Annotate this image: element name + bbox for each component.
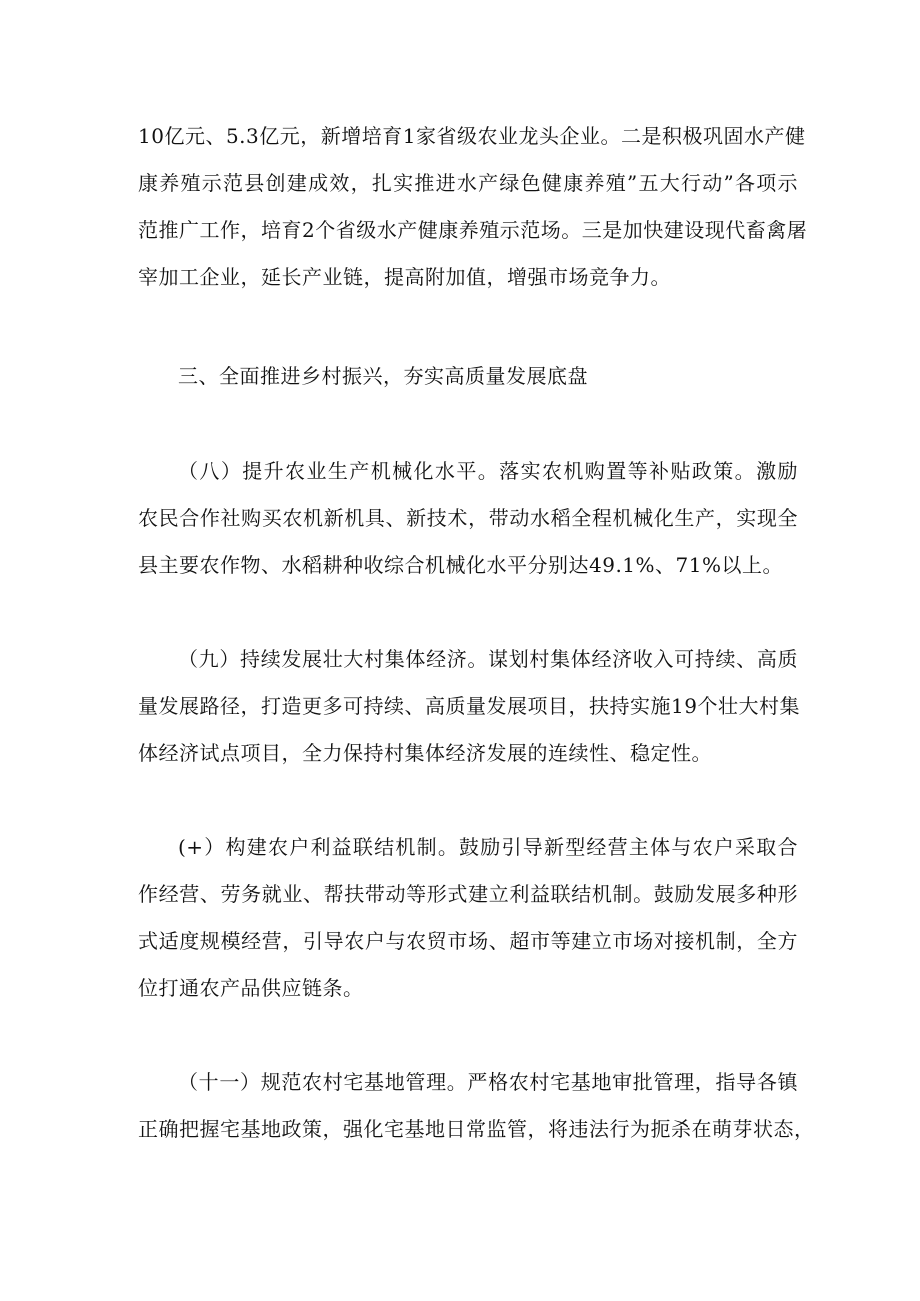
text-line: （九）持续发展壮大村集体经济。谋划村集体经济收入可持续、高质 — [178, 647, 798, 671]
text-line: 作经营、劳务就业、帮扶带动等形式建立利益联结机制。鼓励发展多种形 — [138, 882, 798, 906]
text-line: 康养殖示范县创建成效，扎实推进水产绿色健康养殖”五大行动”各项示 — [138, 171, 798, 195]
section-heading: 三、全面推进乡村振兴，夯实高质量发展底盘 — [178, 364, 588, 388]
text-line: 范推广工作，培育2个省级水产健康养殖示范场。三是加快建设现代畜禽屠 — [138, 218, 808, 242]
paragraph-item-9 — [138, 636, 798, 777]
text-line: 县主要农作物、水稻耕种收综合机械化水平分别达49.1%、71%以上。 — [138, 553, 783, 577]
text-line: （十一）规范农村宅基地管理。严格农村宅基地审批管理，指导各镇 — [178, 1070, 798, 1094]
paragraph-item-10 — [138, 824, 798, 1012]
text-line: 正确把握宅基地政策，强化宅基地日常监管，将违法行为扼杀在萌芽状态， — [138, 1117, 815, 1141]
text-line: 农民合作社购买农机新机具、新技术，带动水稻全程机械化生产，实现全 — [138, 506, 798, 530]
paragraph-continuation — [138, 113, 808, 301]
paragraph-item-11 — [138, 1059, 815, 1153]
text-line: 体经济试点项目，全力保持村集体经济发展的连续性、稳定性。 — [138, 741, 712, 765]
text-line: (+）构建农户利益联结机制。鼓励引导新型经营主体与农户采取合 — [178, 835, 798, 859]
text-line: 式适度规模经营，引导农户与农贸市场、超市等建立市场对接机制，全方 — [138, 929, 798, 953]
text-line: 量发展路径，打造更多可持续、高质量发展项目，扶持实施19个壮大村集 — [138, 694, 800, 718]
paragraph-item-8 — [138, 448, 798, 589]
text-line: 位打通农产品供应链条。 — [138, 976, 364, 1000]
text-line: 宰加工企业，延长产业链，提高附加值，增强市场竞争力。 — [138, 265, 671, 289]
text-line: 10亿元、5.3亿元，新增培育1家省级农业龙头企业。二是积极巩固水产健 — [138, 124, 806, 148]
text-line: （八）提升农业生产机械化水平。落实农机购置等补贴政策。激励 — [178, 459, 798, 483]
